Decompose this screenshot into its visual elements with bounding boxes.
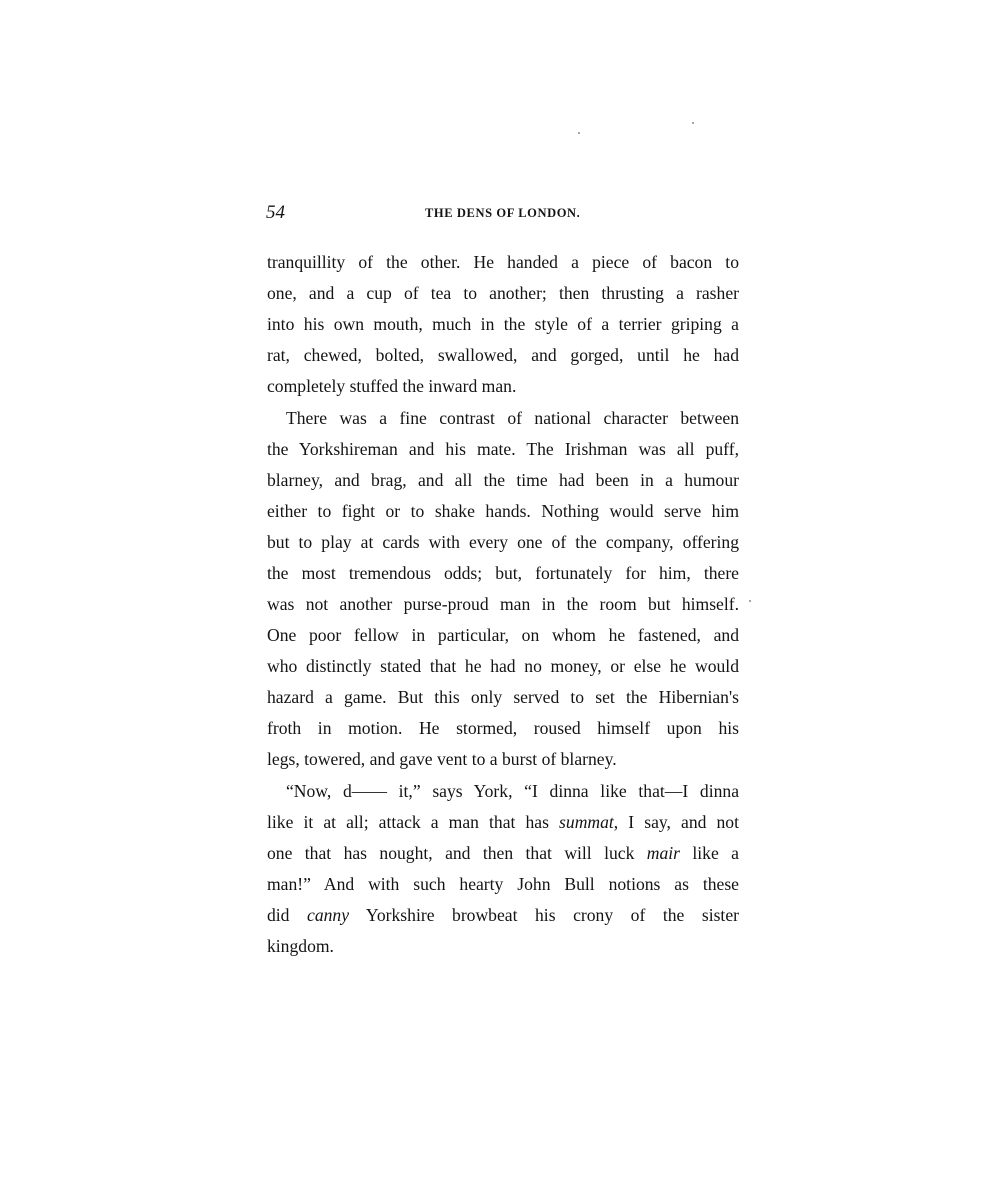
paragraph-1 (267, 247, 739, 402)
text-line: blarney, and brag, and all the time had been in a humour (267, 470, 739, 490)
paragraph-2 (267, 403, 739, 775)
text-line: one, and a cup of tea to another; then thrusting a rasher (267, 283, 739, 303)
text-line: man!” And with such hearty John Bull notions as these (267, 874, 739, 894)
print-speck (749, 600, 751, 602)
text-line: completely stuffed the inward man. (267, 376, 517, 396)
text-line: hazard a game. But this only served to set the Hibernian's (267, 687, 739, 707)
text-line: like it at all; attack a man that has summat, I say, and not (267, 812, 739, 832)
page-header (266, 203, 740, 225)
body-text (267, 247, 739, 962)
text-line: froth in motion. He stormed, roused himself upon his (267, 718, 739, 738)
text-line: but to play at cards with every one of the company, offering (267, 532, 739, 552)
paragraph-3 (267, 776, 739, 962)
text-line: the Yorkshireman and his mate. The Irishman was all puff, (267, 439, 739, 459)
text-line: one that has nought, and then that will luck mair like a (267, 843, 739, 863)
text-line: rat, chewed, bolted, swallowed, and gorged, until he had (267, 345, 739, 365)
text-line: There was a fine contrast of national character between (286, 408, 739, 428)
text-line: “Now, d—— it,” says York, “I dinna like that—I dinna (286, 781, 739, 801)
text-line: the most tremendous odds; but, fortunately for him, there (267, 563, 739, 583)
text-line: kingdom. (267, 936, 334, 956)
text-line: tranquillity of the other. He handed a piece of bacon to (267, 252, 739, 272)
running-head: THE DENS OF LONDON. (425, 206, 581, 220)
text-line: into his own mouth, much in the style of a terrier griping a (267, 314, 739, 334)
print-speck (692, 122, 694, 124)
text-line: either to fight or to shake hands. Nothing would serve him (267, 501, 739, 521)
text-line: One poor fellow in particular, on whom he fastened, and (267, 625, 739, 645)
text-line: who distinctly stated that he had no money, or else he would (267, 656, 739, 676)
text-line: was not another purse-proud man in the room but himself. (267, 594, 739, 614)
text-line: legs, towered, and gave vent to a burst of blarney. (267, 749, 617, 769)
print-speck (578, 132, 580, 134)
page-number: 54 (266, 202, 285, 223)
text-line: did canny Yorkshire browbeat his crony of the sister (267, 905, 739, 925)
